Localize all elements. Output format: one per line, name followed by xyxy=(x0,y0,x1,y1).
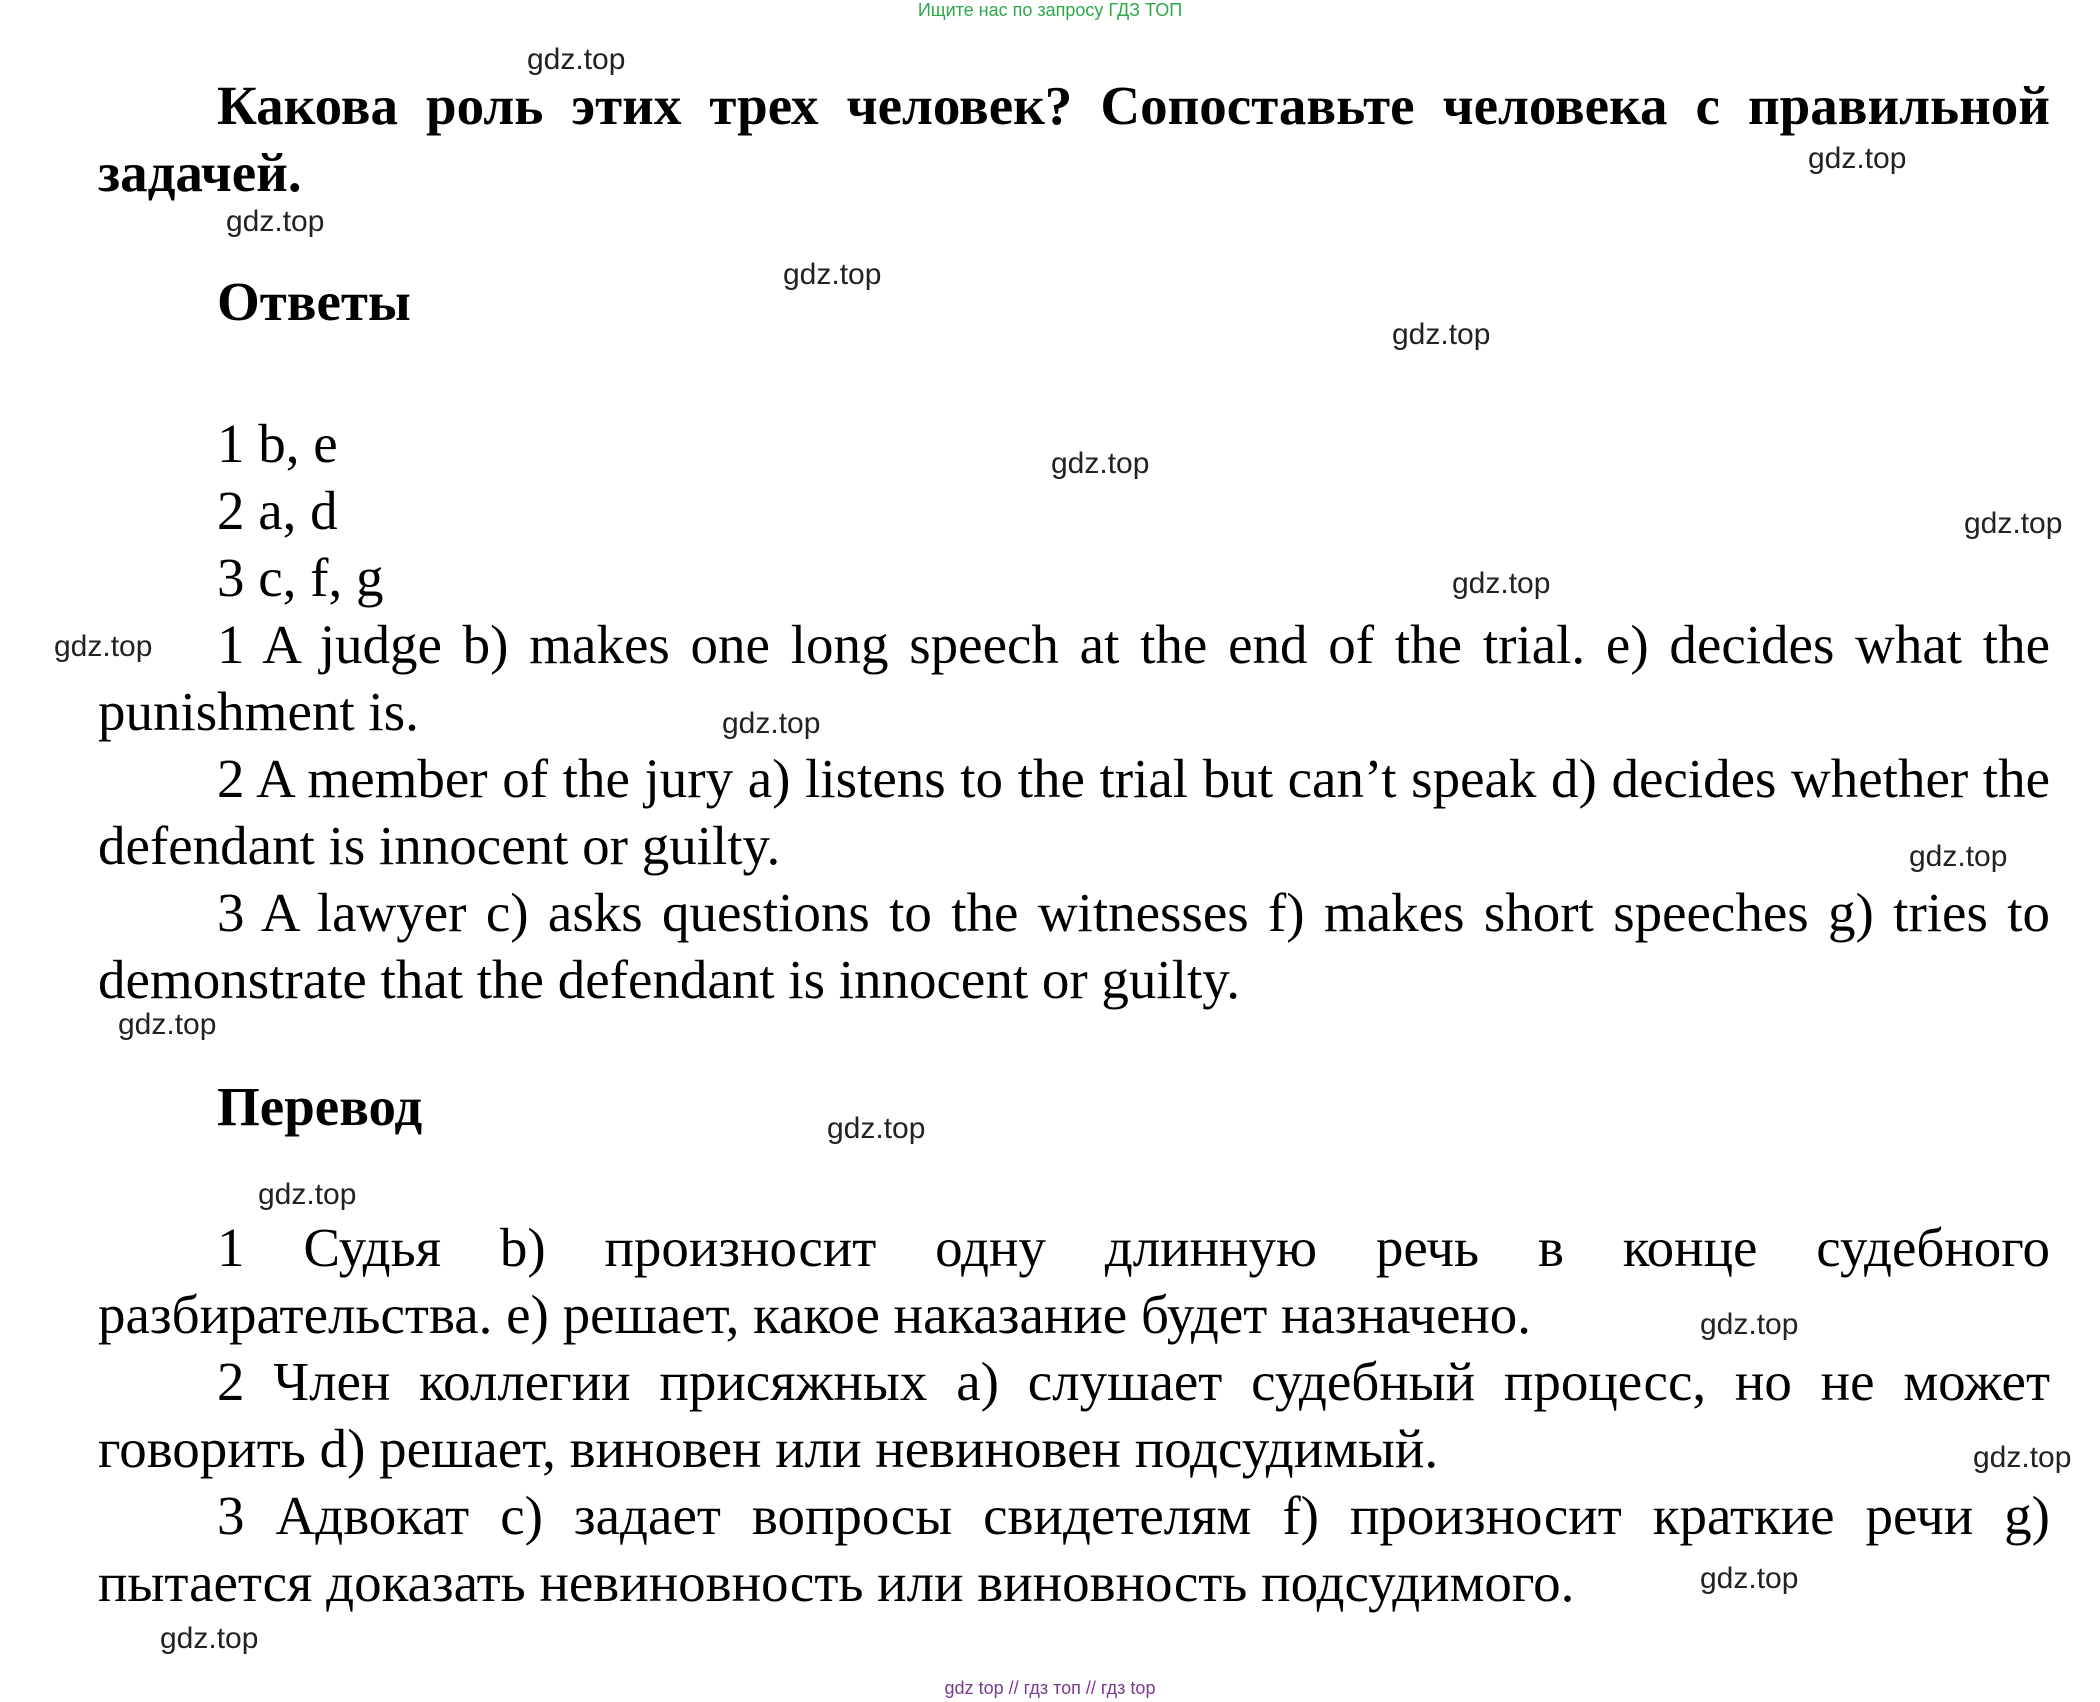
watermark: gdz.top xyxy=(54,630,153,663)
watermark: gdz.top xyxy=(1964,507,2063,540)
watermark: gdz.top xyxy=(1909,840,2008,873)
question-text: Какова роль этих трех человек? Сопоставьте человека с правильной задачей. xyxy=(98,75,2050,203)
watermark: gdz.top xyxy=(722,707,821,740)
translation-heading: Перевод xyxy=(217,1076,423,1137)
watermark: gdz.top xyxy=(1392,318,1491,351)
top-search-note: Ищите нас по запросу ГДЗ ТОП xyxy=(917,0,1183,20)
short-answer-2: 2 a, d xyxy=(217,480,338,541)
watermark: gdz.top xyxy=(527,43,626,76)
watermark: gdz.top xyxy=(226,205,325,238)
translation-paragraph-3: 3 Адвокат c) задает вопросы свидетелям f) произносит краткие речи g) пытается доказать невиновность или виновность подсудимого. xyxy=(98,1485,2050,1613)
watermark: gdz.top xyxy=(1808,142,1907,175)
watermark: gdz.top xyxy=(1452,567,1551,600)
answer-paragraph-2: 2 A member of the jury a) listens to the trial but can’t speak d) decides whether the defendant is innocent or guilty. xyxy=(98,748,2050,876)
watermark: gdz.top xyxy=(827,1112,926,1145)
watermark: gdz.top xyxy=(783,258,882,291)
footer-note: gdz top // гдз топ // гдз top xyxy=(944,1678,1156,1698)
watermark: gdz.top xyxy=(258,1178,357,1211)
translation-paragraph-1: 1 Судья b) произносит одну длинную речь в конце судебного разбирательства. e) решает, какое наказание будет назначено. xyxy=(98,1217,2050,1345)
watermark: gdz.top xyxy=(160,1622,259,1655)
short-answer-3: 3 c, f, g xyxy=(217,547,384,608)
watermark: gdz.top xyxy=(1051,447,1150,480)
watermark: gdz.top xyxy=(1973,1441,2072,1474)
answer-paragraph-1: 1 A judge b) makes one long speech at the end of the trial. e) decides what the punishment is. xyxy=(98,614,2050,742)
answers-heading: Ответы xyxy=(217,271,411,332)
watermark: gdz.top xyxy=(1700,1308,1799,1341)
answer-paragraph-3: 3 A lawyer c) asks questions to the witnesses f) makes short speeches g) tries to demonstrate that the defendant is innocent or guilty. xyxy=(98,882,2050,1010)
watermark: gdz.top xyxy=(1700,1562,1799,1595)
short-answer-1: 1 b, e xyxy=(217,413,338,474)
watermark: gdz.top xyxy=(118,1008,217,1041)
translation-paragraph-2: 2 Член коллегии присяжных a) слушает судебный процесс, но не может говорить d) решает, виновен или невиновен подсудимый. xyxy=(98,1351,2050,1479)
